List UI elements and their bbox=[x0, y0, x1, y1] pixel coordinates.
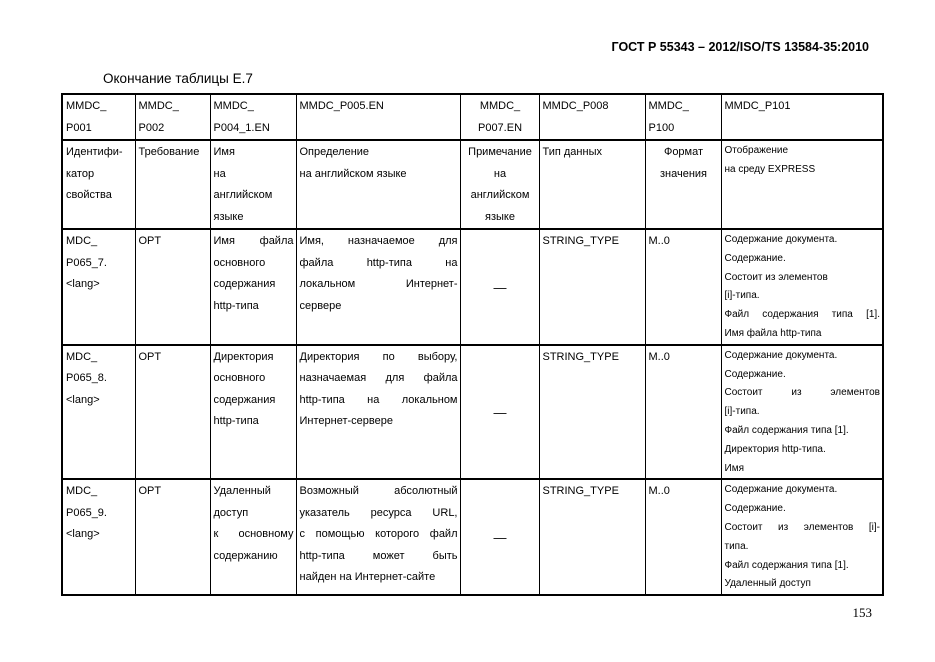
code-cell bbox=[539, 94, 645, 140]
definition-cell bbox=[296, 345, 460, 480]
code-line: MMDC_ bbox=[66, 100, 107, 112]
requirement-cell: OPT bbox=[135, 229, 210, 345]
code-line: P007.EN bbox=[477, 121, 523, 134]
properties-table bbox=[61, 93, 884, 596]
name-line: Имя bbox=[213, 146, 235, 158]
code-cell bbox=[645, 94, 721, 140]
name-line: на английском языке bbox=[299, 167, 407, 180]
id-line: P065_8. bbox=[66, 372, 107, 385]
mapping-line: [i]-типа. bbox=[724, 290, 760, 302]
code-line: P004_1.EN bbox=[213, 121, 270, 134]
definition-line: указатель ресурса URL, bbox=[299, 506, 458, 519]
mapping-line: Содержание. bbox=[724, 252, 786, 264]
definition-line: назначаемая для файла bbox=[299, 372, 458, 385]
mapping-line: Состоит из элементов [i]- bbox=[724, 521, 880, 533]
definition-line: Возможный абсолютный bbox=[299, 485, 458, 498]
format-cell: M..0 bbox=[645, 345, 721, 480]
name-cell bbox=[539, 140, 645, 229]
id-line: <lang> bbox=[66, 393, 100, 406]
name-line: языке bbox=[485, 210, 515, 223]
mapping-cell bbox=[721, 479, 883, 595]
code-line: P100 bbox=[648, 121, 675, 134]
note-cell: — bbox=[460, 345, 539, 480]
name-line: содержания bbox=[213, 393, 276, 406]
table-caption: Окончание таблицы Е.7 bbox=[103, 71, 253, 86]
name-line: Имя файла bbox=[213, 235, 294, 247]
code-cell bbox=[460, 94, 539, 140]
id-cell bbox=[62, 479, 135, 595]
name-line: Формат bbox=[663, 146, 704, 158]
id-line: P065_9. bbox=[66, 506, 107, 519]
mapping-cell bbox=[721, 229, 883, 345]
mapping-line: Содержание. bbox=[724, 368, 786, 380]
name-row bbox=[62, 140, 883, 229]
mapping-line: типа. bbox=[724, 540, 749, 552]
name-line: Тип данных bbox=[542, 146, 602, 158]
code-cell bbox=[62, 94, 135, 140]
name-line: http-типа bbox=[213, 299, 259, 312]
definition-cell bbox=[296, 229, 460, 345]
name-cell bbox=[460, 140, 539, 229]
id-cell bbox=[62, 345, 135, 480]
name-cell bbox=[645, 140, 721, 229]
name-line: английском bbox=[470, 189, 530, 201]
note-cell: — bbox=[460, 229, 539, 345]
requirement-cell: OPT bbox=[135, 345, 210, 480]
definition-line: локальном Интернет- bbox=[299, 278, 458, 290]
name-line: на среду EXPRESS bbox=[724, 163, 816, 175]
definition-line: Имя, назначаемое для bbox=[299, 235, 458, 247]
code-line: MMDC_P101 bbox=[724, 100, 791, 112]
mapping-line: Файл содержания типа [1]. bbox=[724, 559, 849, 571]
name-cell bbox=[210, 479, 296, 595]
page-number: 153 bbox=[852, 605, 872, 620]
definition-line: Интернет-сервере bbox=[299, 415, 393, 428]
code-line: MMDC_ bbox=[138, 100, 179, 112]
mapping-line: Имя bbox=[724, 462, 744, 474]
name-line: на bbox=[493, 167, 507, 180]
name-line: Примечание bbox=[468, 146, 532, 158]
id-cell bbox=[62, 229, 135, 345]
name-cell bbox=[210, 229, 296, 345]
definition-cell bbox=[296, 479, 460, 595]
table-row bbox=[62, 345, 883, 480]
mapping-line: Удаленный доступ bbox=[724, 578, 811, 590]
name-line: катор bbox=[66, 167, 95, 180]
mapping-line: Файл содержания типа [1]. bbox=[724, 309, 880, 321]
mapping-line: Содержание документа. bbox=[724, 234, 838, 245]
name-line: содержанию bbox=[213, 549, 278, 562]
note-cell: — bbox=[460, 479, 539, 595]
format-cell: M..0 bbox=[645, 229, 721, 345]
name-line: основного bbox=[213, 372, 266, 385]
definition-line: http-типа на локальном bbox=[299, 393, 458, 406]
name-line: свойства bbox=[66, 189, 112, 201]
name-cell bbox=[135, 140, 210, 229]
name-line: Удаленный bbox=[213, 485, 271, 498]
name-line: на bbox=[213, 167, 226, 180]
mapping-line: Содержание документа. bbox=[724, 349, 838, 361]
name-cell bbox=[721, 140, 883, 229]
datatype-cell: STRING_TYPE bbox=[539, 345, 645, 480]
name-line: Определение bbox=[299, 146, 370, 158]
mapping-line: Состоит из элементов bbox=[724, 271, 828, 283]
code-cell bbox=[135, 94, 210, 140]
mapping-line: Имя файла http-типа bbox=[724, 327, 822, 339]
name-cell bbox=[296, 140, 460, 229]
name-line: содержания bbox=[213, 278, 276, 290]
datatype-cell: STRING_TYPE bbox=[539, 479, 645, 595]
code-line: MMDC_ bbox=[213, 100, 254, 112]
code-line: P002 bbox=[138, 121, 165, 134]
id-line: MDC_ bbox=[66, 235, 98, 247]
table-row bbox=[62, 479, 883, 595]
name-line: Идентифи- bbox=[66, 146, 123, 158]
name-cell bbox=[210, 345, 296, 480]
name-line: значения bbox=[659, 167, 708, 180]
id-line: MDC_ bbox=[66, 485, 98, 498]
document-header: ГОСТ Р 55343 – 2012/ISO/TS 13584-35:2010 bbox=[611, 40, 869, 54]
name-line: английском bbox=[213, 189, 273, 201]
code-line: MMDC_P008 bbox=[542, 100, 609, 112]
id-line: P065_7. bbox=[66, 256, 107, 269]
id-line: <lang> bbox=[66, 528, 100, 541]
table-row bbox=[62, 229, 883, 345]
definition-line: Директория по выбору, bbox=[299, 350, 458, 363]
code-cell bbox=[296, 94, 460, 140]
mapping-line: [i]-типа. bbox=[724, 406, 760, 418]
definition-line: http-типа может быть bbox=[299, 549, 458, 562]
code-line: P001 bbox=[66, 121, 92, 134]
mapping-line: Директория http-типа. bbox=[724, 443, 826, 455]
name-line: Директория bbox=[213, 350, 274, 363]
definition-line: сервере bbox=[299, 299, 342, 312]
definition-line: файла http-типа на bbox=[299, 256, 458, 269]
id-line: <lang> bbox=[66, 278, 100, 290]
name-line: основного bbox=[213, 256, 266, 269]
definition-line: найден на Интернет-сайте bbox=[299, 571, 436, 584]
datatype-cell: STRING_TYPE bbox=[539, 229, 645, 345]
mapping-cell bbox=[721, 345, 883, 480]
definition-line: с помощью которого файл bbox=[299, 528, 458, 541]
mapping-line: Содержание. bbox=[724, 503, 786, 515]
name-cell bbox=[62, 140, 135, 229]
code-cell bbox=[721, 94, 883, 140]
code-line: MMDC_ bbox=[648, 100, 689, 112]
name-line: Требование bbox=[138, 146, 200, 158]
requirement-cell: OPT bbox=[135, 479, 210, 595]
name-line: Отображение bbox=[724, 145, 789, 156]
name-line: http-типа bbox=[213, 415, 259, 428]
mapping-line: Содержание документа. bbox=[724, 484, 838, 496]
code-row bbox=[62, 94, 883, 140]
name-line: к основному bbox=[213, 528, 294, 541]
mapping-line: Файл содержания типа [1]. bbox=[724, 424, 849, 436]
code-line: MMDC_ bbox=[479, 100, 521, 112]
name-line: языке bbox=[213, 210, 244, 223]
id-line: MDC_ bbox=[66, 350, 98, 363]
format-cell: M..0 bbox=[645, 479, 721, 595]
name-line: доступ bbox=[213, 506, 249, 519]
code-line: MMDC_P005.EN bbox=[299, 100, 384, 112]
mapping-line: Состоит из элементов bbox=[724, 387, 880, 399]
name-cell bbox=[210, 140, 296, 229]
code-cell bbox=[210, 94, 296, 140]
